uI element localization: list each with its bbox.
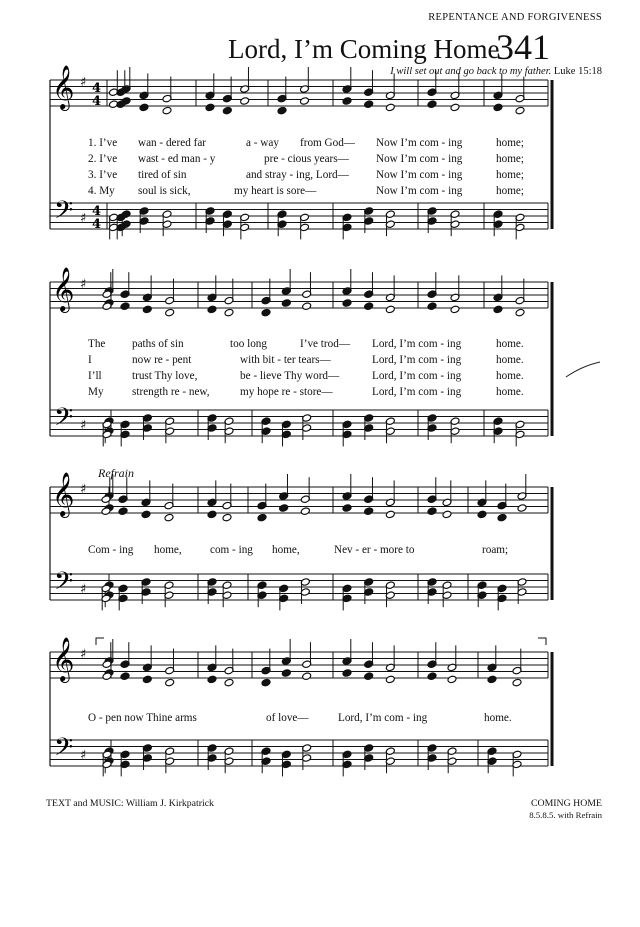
note-head <box>101 507 111 516</box>
note-head <box>477 510 487 519</box>
bass-clef: 𝄢 <box>54 567 74 602</box>
pencil-mark <box>566 362 600 377</box>
note-head <box>207 510 217 519</box>
lyric: my heart is sore— <box>234 185 317 197</box>
note-head <box>102 672 112 681</box>
note-head <box>302 672 312 681</box>
lyric: home, <box>272 544 300 556</box>
note-head <box>165 308 175 317</box>
lyric: 1. I’ve <box>88 137 118 149</box>
note-head <box>141 510 151 519</box>
lyric: my hope re - store— <box>240 386 333 398</box>
lyric: paths of sin <box>132 338 184 350</box>
lyric: with bit - ter tears— <box>240 354 331 366</box>
note-head <box>487 675 497 684</box>
lyric: 4. My <box>88 185 115 197</box>
note-head <box>497 513 507 522</box>
note-head <box>224 308 234 317</box>
note-head <box>102 302 112 311</box>
lyric: com - ing <box>210 544 253 556</box>
note-head <box>493 305 503 314</box>
note-head <box>120 672 130 681</box>
note-head <box>364 672 374 681</box>
lyric: Lord, I’m com - ing <box>372 338 462 350</box>
lyric: wast - ed man - y <box>138 153 216 165</box>
note-head <box>427 302 437 311</box>
treble-clef: 𝄞 <box>52 472 75 516</box>
sharp-sign: ♯ <box>80 748 87 763</box>
note-head <box>118 507 128 516</box>
note-head <box>493 103 503 112</box>
lyric: a - way <box>246 137 279 149</box>
sharp-sign: ♯ <box>80 277 87 292</box>
note-head <box>164 513 174 522</box>
note-head <box>450 305 460 314</box>
lyric: home; <box>496 169 524 181</box>
section-heading: REPENTANCE AND FORGIVENESS <box>428 12 602 23</box>
note-head <box>342 669 352 678</box>
scripture-reference: Luke 15:18 <box>553 66 602 77</box>
refrain-bracket <box>538 638 546 645</box>
lyric: home, <box>154 544 182 556</box>
note-head <box>385 305 395 314</box>
tune-name: COMING HOME <box>530 798 602 809</box>
lyric: My <box>88 386 104 398</box>
lyric: wan - dered far <box>138 137 207 149</box>
treble-clef: 𝄞 <box>52 65 75 109</box>
note-head <box>515 106 525 115</box>
bass-clef: 𝄢 <box>54 403 74 438</box>
lyric: home; <box>496 185 524 197</box>
lyric: be - lieve Thy word— <box>240 370 340 382</box>
lyric: Lord, I’m com - ing <box>372 386 462 398</box>
note-head <box>300 97 310 106</box>
text-music-credit: TEXT and MUSIC: William J. Kirkpatrick <box>46 798 214 809</box>
hymn-number: 341 <box>496 27 550 67</box>
note-head <box>364 100 374 109</box>
lyric: I’ll <box>88 370 102 382</box>
sharp-sign: ♯ <box>80 211 87 226</box>
note-head <box>165 678 175 687</box>
note-head <box>427 672 437 681</box>
time-signature: 4 <box>92 81 102 96</box>
refrain-bracket <box>96 638 104 645</box>
note-head <box>120 302 130 311</box>
refrain-label: Refrain <box>98 466 134 480</box>
lyric: Lord, I’m com - ing <box>372 370 462 382</box>
note-head <box>300 507 310 516</box>
note-head <box>302 302 312 311</box>
lyric: trust Thy love, <box>132 370 198 382</box>
scripture-text: I will set out and go back to my father. <box>390 66 552 77</box>
sharp-sign: ♯ <box>80 482 87 497</box>
lyric: Nev - er - more to <box>334 544 415 556</box>
note-head <box>427 100 437 109</box>
lyric: Now I’m com - ing <box>376 169 463 181</box>
lyric: home. <box>484 712 512 724</box>
note-head <box>139 103 149 112</box>
lyric: strength re - new, <box>132 386 210 398</box>
lyric: The <box>88 338 106 350</box>
lyric: 3. I’ve <box>88 169 118 181</box>
treble-clef: 𝄞 <box>52 637 75 681</box>
lyric: home. <box>496 338 524 350</box>
sharp-sign: ♯ <box>80 418 87 433</box>
lyric: home; <box>496 137 524 149</box>
note-head <box>364 507 374 516</box>
lyric: Lord, I’m com - ing <box>372 354 462 366</box>
lyric: home; <box>496 153 524 165</box>
note-head <box>240 97 250 106</box>
note-head <box>385 103 395 112</box>
note-head <box>257 513 267 522</box>
lyric: home. <box>496 386 524 398</box>
note-head <box>281 299 291 308</box>
lyric: Lord, I’m com - ing <box>338 712 428 724</box>
note-head <box>450 103 460 112</box>
lyric: from God— <box>300 137 355 149</box>
lyric: 2. I’ve <box>88 153 118 165</box>
note-head <box>442 510 452 519</box>
lyric: roam; <box>482 544 509 556</box>
note-head <box>515 308 525 317</box>
hymn-title: Lord, I’m Coming Home <box>228 34 500 64</box>
lyric: of love— <box>266 712 309 724</box>
note-head <box>116 100 126 109</box>
note-head <box>385 675 395 684</box>
lyric: soul is sick, <box>138 185 191 197</box>
lyric: home. <box>496 354 524 366</box>
note-head <box>342 504 352 513</box>
meter: 8.5.8.5. with Refrain <box>529 810 602 820</box>
lyric: too long <box>230 338 267 350</box>
note-head <box>261 308 271 317</box>
note-head <box>281 669 291 678</box>
lyric: Now I’m com - ing <box>376 153 463 165</box>
lyric: I <box>88 354 92 366</box>
note-head <box>364 302 374 311</box>
note-head <box>222 513 232 522</box>
note-head <box>207 675 217 684</box>
lyric: pre - cious years— <box>264 153 349 165</box>
note-head <box>342 299 352 308</box>
lyric: tired of sin <box>138 169 187 181</box>
note-head <box>142 675 152 684</box>
treble-clef: 𝄞 <box>52 267 75 311</box>
bass-clef: 𝄢 <box>54 196 74 231</box>
lyric: I’ve trod— <box>300 338 351 350</box>
bass-clef: 𝄢 <box>54 733 74 768</box>
lyric: Now I’m com - ing <box>376 137 463 149</box>
time-signature: 4 <box>92 94 102 109</box>
note-head <box>279 504 289 513</box>
time-signature: 4 <box>92 204 102 219</box>
note-head <box>447 675 457 684</box>
note-head <box>222 106 232 115</box>
sharp-sign: ♯ <box>80 75 87 90</box>
sharp-sign: ♯ <box>80 647 87 662</box>
sharp-sign: ♯ <box>80 582 87 597</box>
note-head <box>512 678 522 687</box>
note-head <box>427 507 437 516</box>
note-head <box>342 97 352 106</box>
lyric: home. <box>496 370 524 382</box>
note-head <box>261 678 271 687</box>
note-head <box>162 106 172 115</box>
note-head <box>277 106 287 115</box>
note-head <box>224 678 234 687</box>
lyric: and stray - ing, Lord— <box>246 169 349 181</box>
lyric: now re - pent <box>132 354 192 366</box>
lyric: Now I’m com - ing <box>376 185 463 197</box>
note-head <box>517 504 527 513</box>
lyric: Com - ing <box>88 544 134 556</box>
note-head <box>385 510 395 519</box>
time-signature: 4 <box>92 217 102 232</box>
note-head <box>142 305 152 314</box>
lyric: O - pen now Thine arms <box>88 712 197 724</box>
note-head <box>205 103 215 112</box>
note-head <box>207 305 217 314</box>
